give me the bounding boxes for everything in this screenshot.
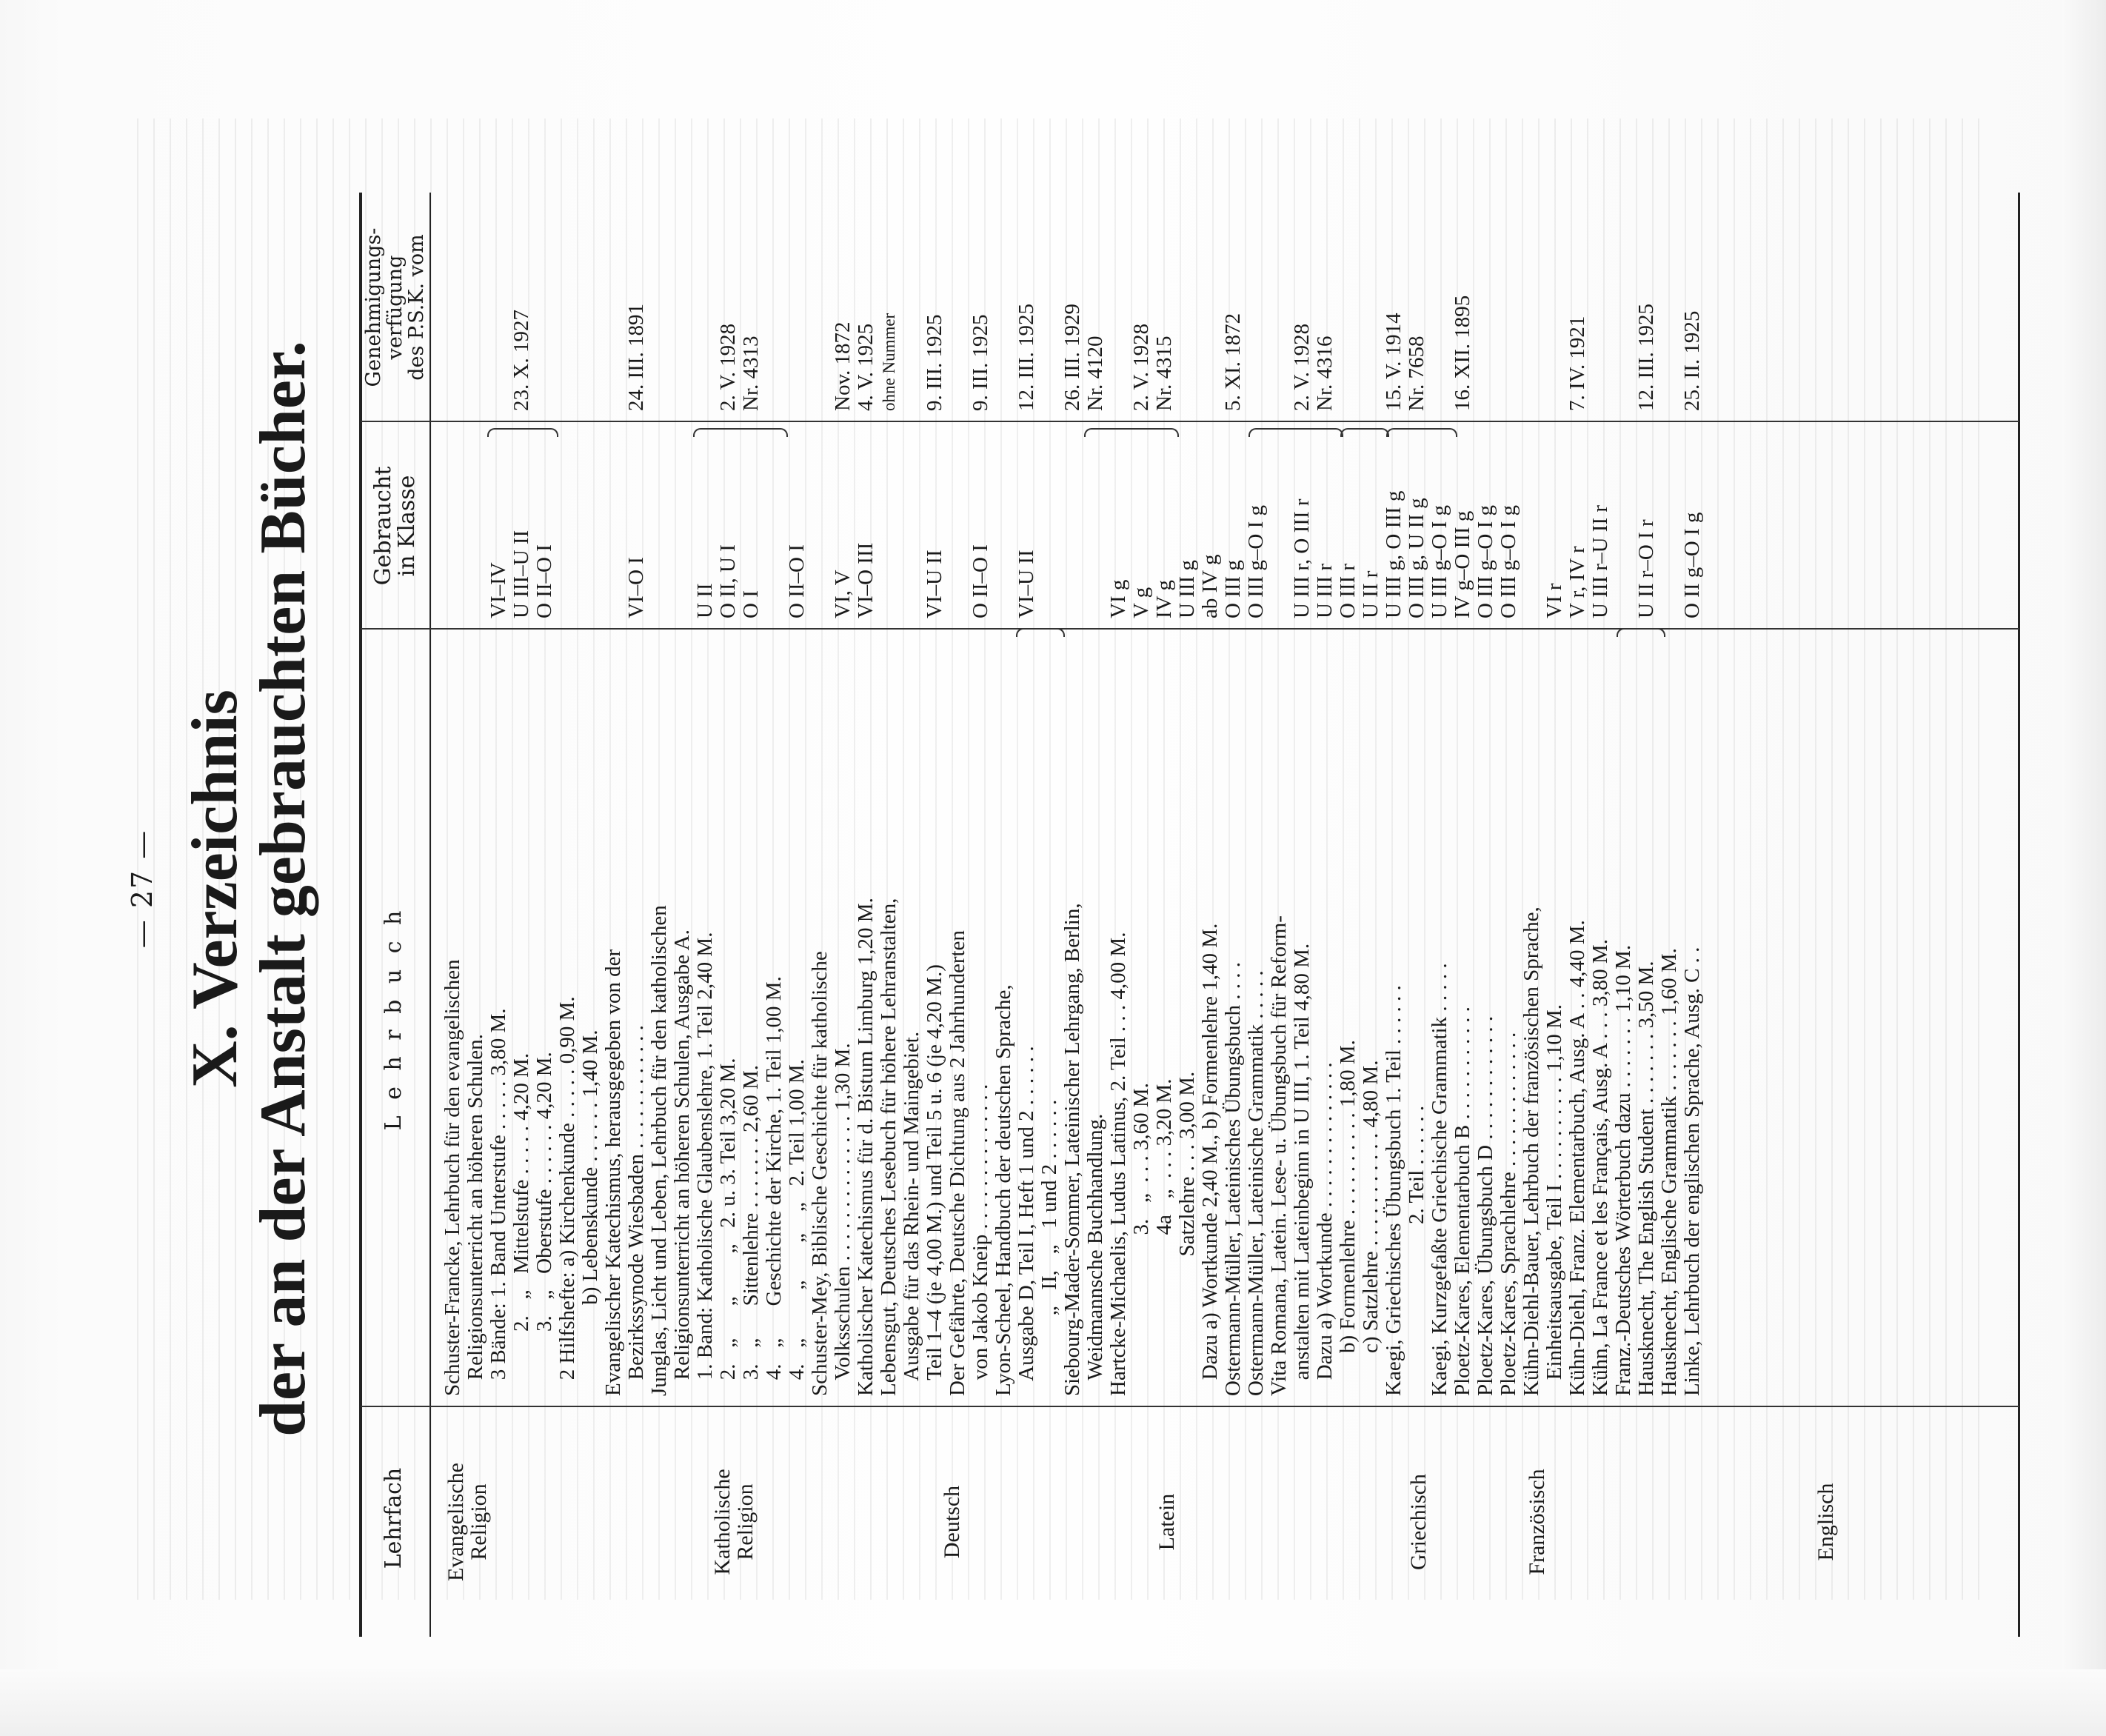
class-cell: O III g–O I g xyxy=(1497,504,1520,618)
book-line: Kaegi, Griechisches Übungsbuch 1. Teil . . . . . . xyxy=(1382,985,1405,1396)
book-line: von Jakob Kneip . . . . . . . . . . . . . . xyxy=(969,1084,992,1396)
subject-kath-religion-2: Religion xyxy=(733,1483,758,1560)
class-cell: V g xyxy=(1129,587,1153,618)
column-rule-3 xyxy=(361,421,2019,422)
class-cell: O II–O I xyxy=(532,544,556,618)
book-line: Einheitsausgabe, Teil I . . . . . . . . . . 1,10 M. xyxy=(1542,1004,1566,1396)
approval-date-cell: Nr. 7658 xyxy=(1405,335,1428,411)
table-bottom-rule xyxy=(2018,193,2020,1637)
book-line: 2. „ „ „ 2. u. 3. Teil 3,20 M. xyxy=(716,1058,740,1396)
book-line: anstalten mit Lateinbeginn in U III, 1. Teil 4,80 M. xyxy=(1290,943,1314,1396)
book-line: Ploetz-Kares, Sprachlehre . . . . . . . . . . . . . xyxy=(1497,1032,1520,1396)
book-line: 2 Hilfshefte: a) Kirchenkunde . . . . . 0,90 M. xyxy=(555,996,579,1396)
column-rule-1 xyxy=(361,1406,2019,1407)
header-textbook: L e h r b u c h xyxy=(381,906,407,1131)
book-line: 2. Teil . . . . . . xyxy=(1405,1105,1428,1396)
column-rule-2 xyxy=(361,628,2019,630)
class-cell: U III r, O III r xyxy=(1290,498,1314,618)
book-line: Kaegi, Kurzgefaßte Griechische Grammatik . . . . . xyxy=(1428,963,1451,1396)
book-line: Der Gefährte, Deutsche Dichtung aus 2 Jahrhunderten xyxy=(946,930,969,1396)
approval-date-cell: Nr. 4316 xyxy=(1313,335,1337,411)
class-cell: O II–O I xyxy=(969,544,992,618)
subject-ev-religion-2: Religion xyxy=(467,1483,491,1560)
book-line: Ploetz-Kares, Elementarbuch B . . . . . . . . . . . xyxy=(1451,1006,1474,1396)
class-cell: VI–U II xyxy=(923,550,946,618)
approval-date-cell: 2. V. 1928 xyxy=(1129,323,1153,411)
approval-date-cell: 9. III. 1925 xyxy=(969,314,992,411)
book-line: Hartcke-Michaelis, Ludus Latinus, 2. Teil . . . 4,00 M. xyxy=(1106,932,1130,1396)
book-line: Teil 1–4 (je 4,00 M.) und Teil 5 u. 6 (je 4,20 M.) xyxy=(923,964,946,1396)
title-line-2: der an der Anstalt gebrauchten Bücher. xyxy=(247,341,319,1437)
subject-griechisch: Griechisch xyxy=(1406,1474,1431,1570)
book-line: 3. „ Oberstufe . . . . . . 4,20 M. xyxy=(532,1052,556,1396)
header-used-1: Gebraucht xyxy=(370,466,396,586)
book-line: Siebourg-Mader-Sommer, Lateinischer Lehrgang, Berlin, xyxy=(1060,903,1084,1396)
approval-date-cell: Nr. 4313 xyxy=(739,335,763,411)
book-line: 1. Band: Katholische Glaubenslehre, 1. Teil 2,40 M. xyxy=(693,932,717,1396)
subject-deutsch: Deutsch xyxy=(940,1485,964,1559)
class-cell: VI–U II xyxy=(1014,550,1038,618)
header-approval-2: verfügung xyxy=(384,255,407,360)
book-line: Hausknecht, Englische Grammatik . . . . . . . 1,60 M. xyxy=(1657,948,1681,1396)
book-line: Religionsunterricht an höheren Schulen, Ausgabe A. xyxy=(670,929,694,1396)
book-line: 4. „ „ „ „ 2. Teil 1,00 M. xyxy=(785,1059,809,1396)
approval-date-cell: 16. XII. 1895 xyxy=(1451,295,1474,411)
class-cell: U III r xyxy=(1313,563,1337,618)
book-line: c) Satzlehre . . . . . . . . . . . 4,80 M. xyxy=(1359,1060,1383,1396)
book-line: Ploetz-Kares, Übungsbuch D . . . . . . . . . . . . xyxy=(1474,1015,1497,1396)
approval-date-cell: 23. X. 1927 xyxy=(509,310,533,411)
book-line: Vita Romana, Latein. Lese- u. Übungsbuch für Reform- xyxy=(1267,915,1291,1396)
class-cell: IV g xyxy=(1152,580,1176,618)
table-top-rule xyxy=(359,193,362,1637)
class-cell: O II–O I xyxy=(785,544,809,618)
class-cell: VI r xyxy=(1542,583,1566,618)
book-line: Volksschulen . . . . . . . . . . . . . . 1,30 M. xyxy=(831,1043,855,1396)
class-cell: VI, V xyxy=(831,570,855,618)
page-number: — 27 — xyxy=(126,829,158,949)
book-line: Hausknecht, The English Student . . . . . . . 3,50 M. xyxy=(1634,961,1658,1396)
approval-date-cell: Nr. 4120 xyxy=(1083,335,1107,411)
approval-date-cell: Nov. 1872 xyxy=(831,321,855,411)
approval-date-cell: 25. II. 1925 xyxy=(1680,310,1704,411)
book-line: 2. „ Mittelstufe . . . . . 4,20 M. xyxy=(509,1052,533,1396)
class-cell: U III g, O III g xyxy=(1382,490,1405,618)
book-line: 3. „ Sittenlehre . . . . . . . 2,60 M. xyxy=(739,1064,763,1396)
subject-franzoesisch: Französisch xyxy=(1525,1469,1549,1575)
book-line: Weidmannsche Buchhandlung. xyxy=(1083,1113,1107,1396)
title-line-1: X. Verzeichnis xyxy=(179,690,251,1088)
approval-date-cell: 7. IV. 1921 xyxy=(1565,316,1589,411)
class-cell: O II g–O I g xyxy=(1680,512,1704,618)
class-cell: O III g, U II g xyxy=(1405,498,1428,618)
book-line: Junglas, Licht und Leben, Lehrbuch für den katholischen xyxy=(647,905,671,1396)
header-approval-1: Genehmigungs- xyxy=(362,227,385,387)
class-cell: IV g–O III g xyxy=(1451,510,1474,618)
page-edge xyxy=(2062,0,2106,1736)
book-line: Schuster-Francke, Lehrbuch für den evangelischen xyxy=(441,959,464,1396)
approval-date-cell: 4. V. 1925 xyxy=(854,323,877,411)
class-cell: O III g–O I g xyxy=(1244,504,1268,618)
book-line: Katholischer Katechismus für d. Bistum Limburg 1,20 M. xyxy=(854,898,877,1396)
approval-date-cell: 24. III. 1891 xyxy=(624,304,648,411)
class-cell: VI–O I xyxy=(624,557,648,618)
book-line: Ausgabe für das Rhein- und Maingebiet. xyxy=(900,1031,923,1396)
class-cell: O III g xyxy=(1221,560,1245,618)
class-cell: VI–O III xyxy=(854,542,877,618)
approval-date-cell: Nr. 4315 xyxy=(1152,335,1176,411)
header-subject: Lehrfach xyxy=(381,1467,407,1569)
bottom-shadow xyxy=(0,1669,2106,1736)
book-line: Ausgabe D, Teil I, Heft 1 und 2 . . . . . . xyxy=(1014,1046,1038,1396)
header-used-2: in Klasse xyxy=(394,475,420,577)
subject-englisch: Englisch xyxy=(1813,1483,1838,1561)
book-line: Franz.-Deutsches Wörterbuch dazu . . . . . . . 1,10 M. xyxy=(1611,944,1635,1396)
book-line: b) Formenlehre . . . . . . . . . . 1,80 M. xyxy=(1336,1040,1360,1396)
class-cell: V r, IV r xyxy=(1565,546,1589,618)
book-line: Ostermann-Müller, Lateinische Grammatik . . . . . xyxy=(1244,970,1268,1396)
class-cell: O II, U I xyxy=(716,544,740,618)
approval-date-cell: 5. XI. 1872 xyxy=(1221,313,1245,411)
class-cell: U II r xyxy=(1359,570,1383,618)
book-line: Schuster-Mey, Biblische Geschichte für katholische xyxy=(808,951,832,1396)
book-line: Linke, Lehrbuch der englischen Sprache, Ausg. C . . xyxy=(1680,947,1704,1396)
book-line: Lyon-Scheel, Handbuch der deutschen Sprache, xyxy=(992,984,1015,1396)
book-line: Religionsunterricht an höheren Schulen. xyxy=(464,1034,487,1396)
approval-date-cell: 9. III. 1925 xyxy=(923,314,946,411)
class-cell: U III g–O I g xyxy=(1428,504,1451,618)
class-cell: U II xyxy=(693,583,717,618)
book-line: Satzlehre . . . 3,00 M. xyxy=(1175,1071,1199,1396)
book-line: Dazu a) Wortkunde . . . . . . . . . . . . . . xyxy=(1313,1062,1337,1396)
subject-latein: Latein xyxy=(1154,1493,1179,1551)
book-line: 4. „ Geschichte der Kirche, 1. Teil 1,00 M. xyxy=(762,976,786,1396)
book-line: Ostermann-Müller, Lateinisches Übungsbuch . . . . xyxy=(1221,962,1245,1396)
book-line: Evangelischer Katechismus, herausgegeben von der xyxy=(601,949,625,1396)
book-line: „ II, „ 1 und 2 . . . . . . xyxy=(1037,1099,1061,1396)
approval-date-cell: 12. III. 1925 xyxy=(1014,304,1038,411)
class-cell: O III g–O I g xyxy=(1474,504,1497,618)
rotated-page xyxy=(118,126,2044,1652)
approval-date-cell: 2. V. 1928 xyxy=(1290,323,1314,411)
book-line: Bezirkssynode Wiesbaden . . . . . . . . . . . . xyxy=(624,1025,648,1396)
class-cell: U III g xyxy=(1175,560,1199,618)
book-line: Kühn, La France et les Français, Ausg. A . . . 3,80 M. xyxy=(1588,939,1612,1396)
header-approval-3: des P.S.K. vom xyxy=(405,234,428,381)
class-cell: U III–U II xyxy=(509,530,533,618)
book-line: Kühn-Diehl-Bauer, Lehrbuch der französischen Sprache, xyxy=(1520,907,1543,1396)
approval-date-cell: 12. III. 1925 xyxy=(1634,304,1658,411)
book-line: 3 Bände: 1. Band Unterstufe . . . . . 3,80 M. xyxy=(487,1008,510,1396)
class-cell: VI g xyxy=(1106,579,1130,618)
approval-date-cell: 2. V. 1928 xyxy=(716,323,740,411)
approval-date-cell: ohne Nummer xyxy=(880,313,898,411)
book-line: b) Lebenskunde . . . . . . 1,40 M. xyxy=(578,1029,602,1396)
book-line: Dazu a) Wortkunde 2,40 M., b) Formenlehre 1,40 M. xyxy=(1198,923,1222,1396)
class-cell: U III r–U II r xyxy=(1588,505,1612,618)
book-line: Kühn-Diehl, Franz. Elementarbuch, Ausg. A . . 4,40 M. xyxy=(1565,920,1589,1396)
class-cell: O I xyxy=(739,590,763,618)
approval-date-cell: 15. V. 1914 xyxy=(1382,313,1405,411)
subject-ev-religion-1: Evangelische xyxy=(444,1463,468,1581)
header-rule xyxy=(429,193,431,1637)
class-cell: O III r xyxy=(1336,563,1360,618)
book-line: Lebensgut, Deutsches Lesebuch für höhere Lehranstalten, xyxy=(877,898,900,1396)
class-cell: ab IV g xyxy=(1198,554,1222,618)
book-line: 4a „ . . . 3,20 M. xyxy=(1152,1078,1176,1396)
class-cell: U II r–O I r xyxy=(1634,519,1658,618)
approval-date-cell: 26. III. 1929 xyxy=(1060,304,1084,411)
subject-kath-religion-1: Katholische xyxy=(710,1469,735,1575)
class-cell: VI–IV xyxy=(487,562,510,618)
book-line: 3. „ . . . 3,60 M. xyxy=(1129,1083,1153,1396)
